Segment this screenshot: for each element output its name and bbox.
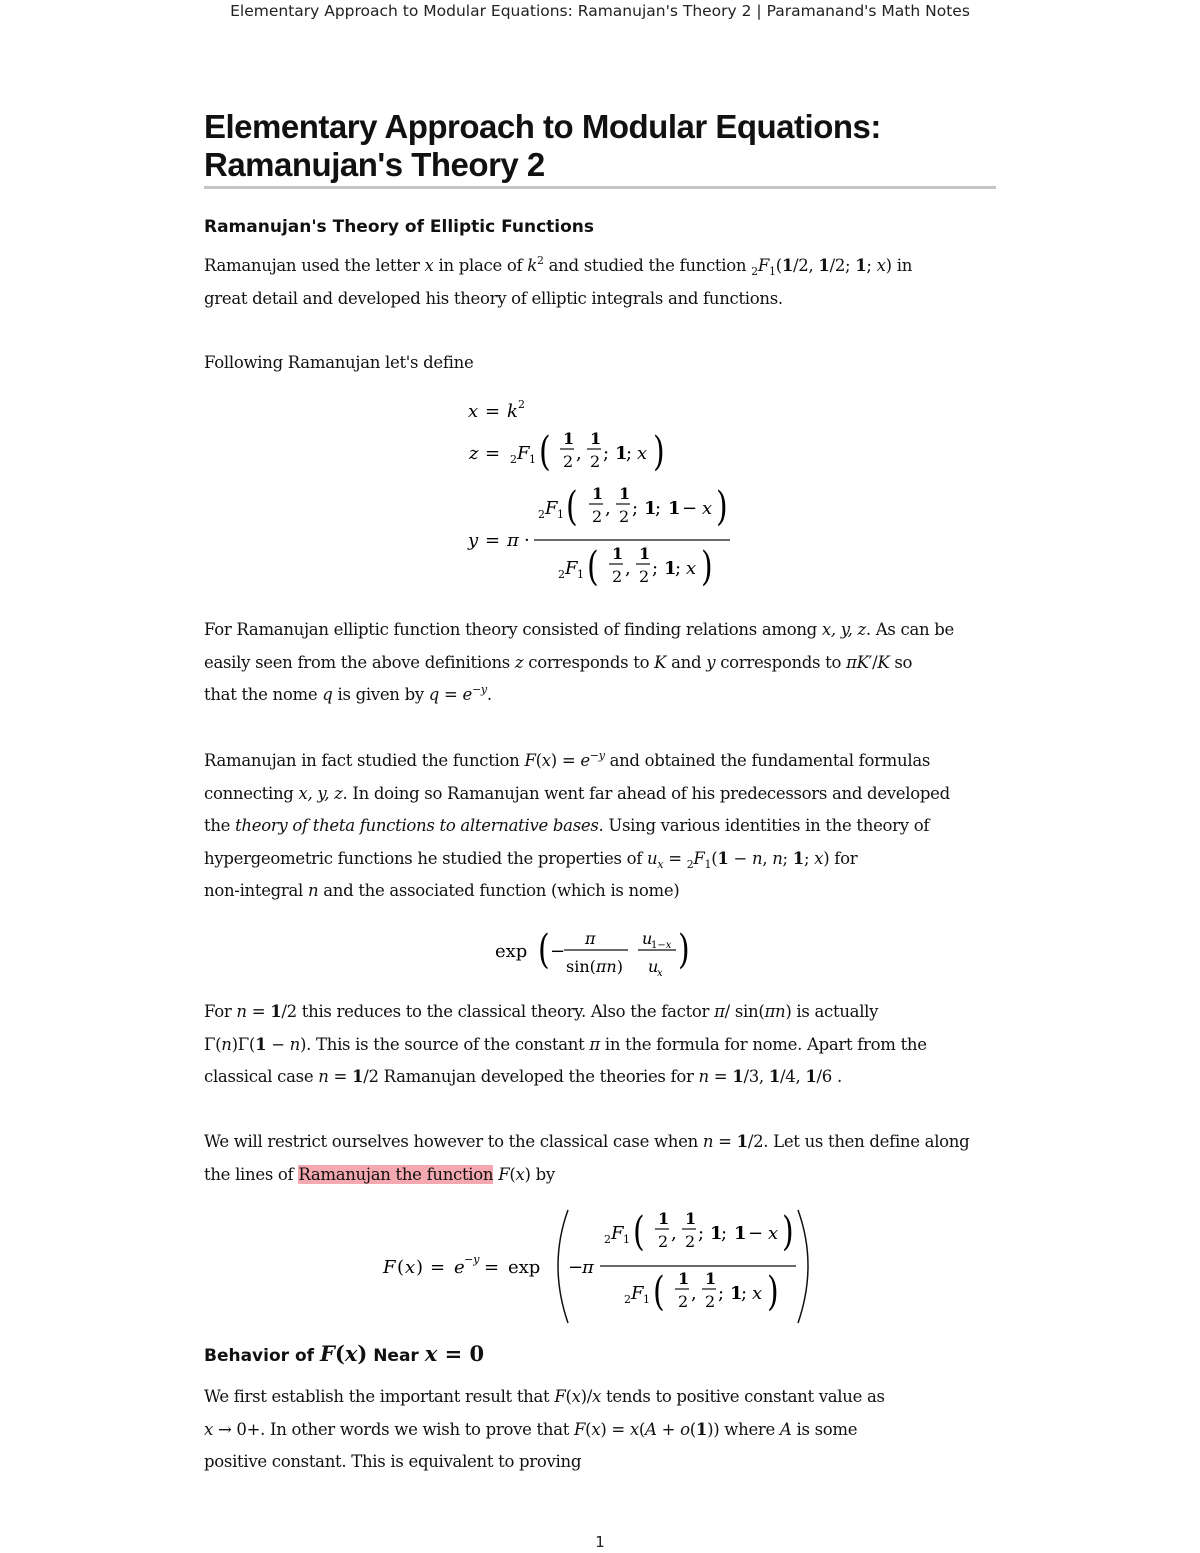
text: For [204,1002,237,1021]
text: Ramanujan in fact studied the function [204,751,525,770]
svg-text:1: 1 [623,1233,630,1246]
text: We will restrict ourselves however to the classical case when [204,1132,703,1151]
section-heading-behavior-near-zero [204,1342,484,1368]
text: connecting [204,783,299,803]
svg-text:(: ( [587,543,599,591]
text: For Ramanujan elliptic function theory consisted of finding relations among [204,620,822,639]
svg-text:−: − [682,498,698,519]
svg-text:1: 1 [678,1269,690,1288]
svg-text:F: F [383,1257,396,1278]
svg-text:(: ( [539,428,551,476]
page-title-line2: Ramanujan's Theory 2 [204,146,545,183]
text: easily seen from the above definitions [204,652,515,672]
svg-text:F: F [611,1223,624,1244]
svg-text:): ) [678,926,690,974]
svg-text:2: 2 [563,452,574,471]
text: non-integral [204,881,308,900]
svg-text:=: = [485,530,501,551]
svg-text:,: , [605,498,611,519]
svg-text:y: y [468,530,479,551]
svg-text:1: 1 [639,544,651,563]
math-x: x [424,256,434,275]
svg-text:z: z [469,443,479,464]
svg-text:exp: exp [495,941,528,962]
svg-text:=: = [430,1257,446,1278]
math-x-to-zero: x → 0+ [204,1419,261,1439]
text: is given by [332,685,429,704]
svg-text:): ) [653,428,665,476]
text: . Let us then define along [763,1132,970,1151]
text: for [829,848,858,868]
svg-text:2: 2 [590,452,601,471]
math-pi-over-sin: π/ sin(πn) [714,1002,792,1021]
text: and the associated function (which is nome) [318,881,680,900]
paragraph-fundamental-formulas [204,745,1004,908]
svg-text:2: 2 [658,1232,669,1251]
text: . [486,685,492,704]
svg-text:x: x [405,1257,416,1278]
svg-text:(: ( [566,483,578,531]
svg-text:1: 1 [658,1209,670,1228]
math-k-squared: $k^2$ [527,254,544,275]
text: Behavior of [204,1346,320,1366]
svg-text:(: ( [653,1268,665,1316]
svg-text:1: 1 [592,484,604,503]
text: that the nome [204,685,323,704]
math-z: z [514,652,524,672]
text: the lines of [204,1164,299,1184]
svg-text:1: 1 [705,1269,717,1288]
text: . Using various identities in the theory of [598,816,930,835]
svg-text:2: 2 [612,567,623,586]
svg-text:π: π [582,1257,594,1278]
page-title [204,108,996,189]
text: . In other words we wish to prove that [260,1419,575,1439]
text: by [530,1164,555,1184]
svg-text:;: ; [741,1283,748,1304]
text: Near [367,1346,425,1366]
math-n-half: n = 1/2 [702,1132,764,1151]
math-gamma-product: Γ(n)Γ(1 − n) [204,1034,307,1054]
text: in place of [433,256,528,275]
svg-text:x: x [686,558,697,579]
text: . As can be [865,620,954,639]
svg-text:;: ; [652,558,659,579]
svg-text:1: 1 [612,544,624,563]
math-q-equals: $q = e^{-y}$ [428,683,487,704]
svg-text:u: u [648,957,659,976]
svg-text:(: ( [633,1208,645,1256]
svg-text:x: x [752,1283,763,1304]
text: and [666,652,707,672]
text: corresponds to [523,652,655,672]
svg-text:2: 2 [685,1232,696,1251]
page-number: 1 [595,1533,605,1551]
highlighted-text: Ramanujan the function [298,1164,494,1184]
svg-text:1: 1 [730,1283,743,1304]
paragraph-restrict-classical [204,1126,1004,1191]
svg-text:(: ( [397,1257,405,1278]
svg-text:,: , [576,443,582,464]
svg-text:2: 2 [624,1293,631,1306]
math-n-values: n = 1/3, 1/4, 1/6 [698,1067,833,1086]
math-q: q [322,685,333,704]
svg-text:1: 1 [644,498,657,519]
svg-text:2: 2 [510,453,517,466]
svg-text:2: 2 [592,507,603,526]
svg-text:): ) [701,543,713,591]
emphasis-theta-functions: theory of theta functions to alternative bases [235,816,599,835]
svg-text:sin(πn): sin(πn) [566,957,623,976]
math-Fx: F(x) [498,1164,531,1184]
math-K: K [654,652,667,672]
page-title-line1: Elementary Approach to Modular Equations: [204,108,881,145]
svg-text:1: 1 [643,1293,650,1306]
svg-text:2: 2 [619,507,630,526]
svg-text:1: 1 [619,484,631,503]
svg-text:F: F [631,1283,644,1304]
svg-text:2: 2 [678,1292,689,1311]
svg-text:e: e [454,1257,465,1278]
equation-F-definition [378,1205,818,1330]
math-xyz: x, y, z [821,620,866,639]
svg-text:): ) [782,1208,794,1256]
svg-text:,: , [691,1283,697,1304]
svg-text:x: x [637,443,648,464]
svg-text:;: ; [655,498,662,519]
math-y: y [706,652,716,672]
math-piKprime-over-K: πK′/K [846,652,890,672]
svg-text:−y: −y [464,1253,480,1266]
svg-text:F: F [517,443,530,464]
paragraph-intro [204,250,1004,315]
math-x-equals-0: x = 0 [424,1341,485,1366]
text: great detail and developed his theory of elliptic integrals and functions. [204,288,783,308]
paragraph-define: Following Ramanujan let's define [204,353,474,372]
svg-text:x: x [702,498,713,519]
text: Ramanujan developed the theories for [378,1067,699,1086]
text: corresponds to [715,652,847,672]
svg-text:;: ; [603,443,610,464]
svg-text:π: π [507,530,519,551]
math-F-asymptotic: F(x) = x(A + o(1)) [574,1419,720,1439]
svg-text:−: − [748,1223,764,1244]
svg-text:=: = [484,1257,500,1278]
text: in [891,256,913,275]
svg-text:·: · [524,530,530,551]
svg-text:2: 2 [538,508,545,521]
svg-text:;: ; [718,1283,725,1304]
svg-text:1: 1 [734,1223,747,1244]
text: where [719,1419,780,1439]
math-F-over-x: F(x)/x [554,1387,602,1406]
math-A: A [779,1419,792,1439]
svg-text:2: 2 [518,398,525,411]
text: is actually [791,1002,879,1021]
svg-text:2: 2 [604,1233,611,1246]
svg-text:1: 1 [557,508,564,521]
svg-text:2: 2 [639,567,650,586]
svg-text:π: π [585,929,596,948]
svg-text:x: x [468,401,479,422]
svg-text:1: 1 [590,429,602,448]
svg-text:): ) [767,1268,779,1316]
section-heading-elliptic-functions: Ramanujan's Theory of Elliptic Functions [204,217,594,237]
svg-text:,: , [671,1223,677,1244]
equation-exp-nome [490,920,710,982]
svg-text:1: 1 [577,568,584,581]
svg-text:;: ; [698,1223,705,1244]
svg-text:−: − [550,941,566,962]
svg-text:=: = [485,443,501,464]
svg-text:k: k [507,401,518,422]
svg-text:1: 1 [563,429,575,448]
math-pi: π [589,1034,600,1054]
svg-text:2: 2 [705,1292,716,1311]
equation-definitions [460,395,750,605]
svg-text:(: ( [538,926,550,974]
svg-text:2: 2 [558,568,565,581]
svg-text:;: ; [675,558,682,579]
text: and studied the function [543,256,752,275]
text: hypergeometric functions he studied the properties of [204,848,648,868]
text: . In doing so Ramanujan went far ahead of his predecessors and developed [342,783,950,803]
text: this reduces to the classical theory. Also the factor [296,1002,715,1021]
svg-text:F: F [565,558,578,579]
text: and obtained the fundamental formulas [604,751,931,770]
math-Fx-heading: F(x) [319,1341,368,1366]
svg-text:exp: exp [508,1257,541,1278]
svg-text:1: 1 [664,558,677,579]
svg-text:u: u [642,929,653,948]
math-xyz: x, y, z [298,783,343,803]
paragraph-behavior-near-zero [204,1381,1004,1479]
text: the [204,816,236,835]
svg-text:1−x: 1−x [651,940,672,951]
text: . [832,1067,842,1086]
svg-text:): ) [416,1257,424,1278]
svg-text:−: − [568,1257,584,1278]
svg-text:1: 1 [710,1223,723,1244]
svg-text:;: ; [626,443,633,464]
text: classical case [204,1067,319,1086]
svg-text:): ) [716,483,728,531]
paragraph-classical-theory [204,996,1004,1094]
math-2F1: $_2F_1(1/2$, 1/2; 1; x) [751,256,892,278]
svg-text:F: F [545,498,558,519]
text: so [889,652,913,672]
math-n: n [307,881,319,900]
text: We first establish the important result that [204,1387,555,1406]
text: tends to positive constant value as [601,1387,885,1406]
text: . This is the source of the constant [306,1034,590,1054]
svg-text:x: x [657,968,663,979]
svg-text:x: x [768,1223,779,1244]
svg-text:1: 1 [668,498,681,519]
text: in the formula for nome. Apart from the [599,1034,927,1054]
svg-text:1: 1 [685,1209,697,1228]
math-n-half: n = 1/2 [236,1002,297,1021]
math-n-half: n = 1/2 [318,1067,379,1086]
svg-text:,: , [625,558,631,579]
svg-text:;: ; [632,498,639,519]
svg-text:1: 1 [615,443,628,464]
math-u-x: $u_x = _2F_1(1 - n$, n; 1; x) [647,848,830,871]
running-header: Elementary Approach to Modular Equations: Ramanujan's Theory 2 | Paramanand's Math Notes [230,2,970,20]
text: is some [791,1419,858,1439]
svg-text:;: ; [721,1223,728,1244]
paragraph-relations [204,614,1004,712]
text: positive constant. This is equivalent to proving [204,1452,582,1471]
text: Ramanujan used the letter [204,256,425,275]
svg-text:1: 1 [529,453,536,466]
article [204,108,996,189]
svg-text:=: = [485,401,501,422]
math-F-equals: $F(x) = e^{-y}$ [524,749,605,770]
